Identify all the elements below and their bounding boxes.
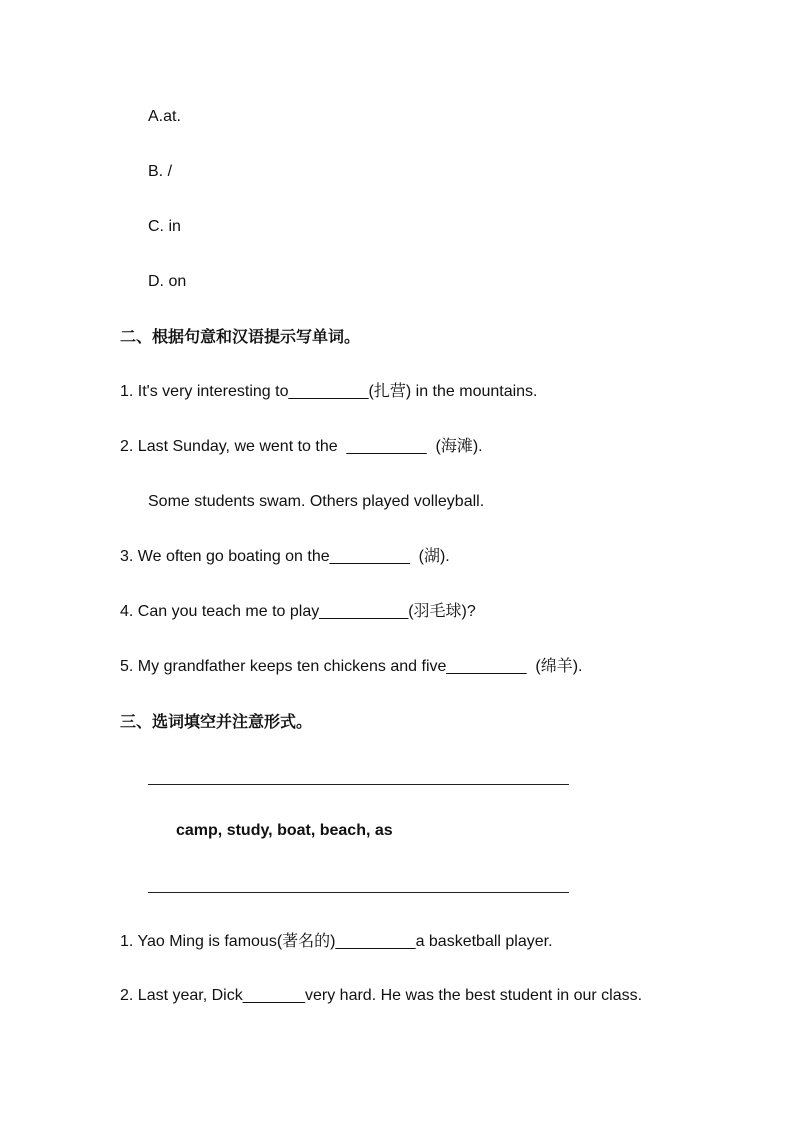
section-2-question-2: 2. Last Sunday, we went to the _________ (海滩). bbox=[120, 438, 483, 455]
word-box: camp, study, boat, beach, as bbox=[176, 822, 393, 839]
option-b: B. / bbox=[148, 163, 173, 180]
option-a: A.at. bbox=[148, 108, 181, 125]
word-box-top-rule bbox=[148, 784, 569, 785]
section-2-question-2-continuation: Some students swam. Others played volleyball. bbox=[148, 493, 485, 510]
section-3-question-2: 2. Last year, Dick_______very hard. He was the best student in our class. bbox=[120, 987, 643, 1004]
option-c: C. in bbox=[148, 218, 181, 235]
section-2-question-3: 3. We often go boating on the_________ (湖). bbox=[120, 548, 450, 565]
section-2-question-1: 1. It's very interesting to_________(扎营) in the mountains. bbox=[120, 383, 538, 400]
section-2-question-4: 4. Can you teach me to play__________(羽毛球)? bbox=[120, 603, 476, 620]
word-box-bottom-rule bbox=[148, 892, 569, 893]
option-d: D. on bbox=[148, 273, 187, 290]
section-2-heading: 二、根据句意和汉语提示写单词。 bbox=[120, 327, 361, 346]
section-2-question-5: 5. My grandfather keeps ten chickens and five_________ (绵羊). bbox=[120, 658, 583, 675]
section-3-question-1: 1. Yao Ming is famous(著名的)_________a basketball player. bbox=[120, 933, 553, 950]
section-3-heading: 三、选词填空并注意形式。 bbox=[120, 712, 313, 731]
